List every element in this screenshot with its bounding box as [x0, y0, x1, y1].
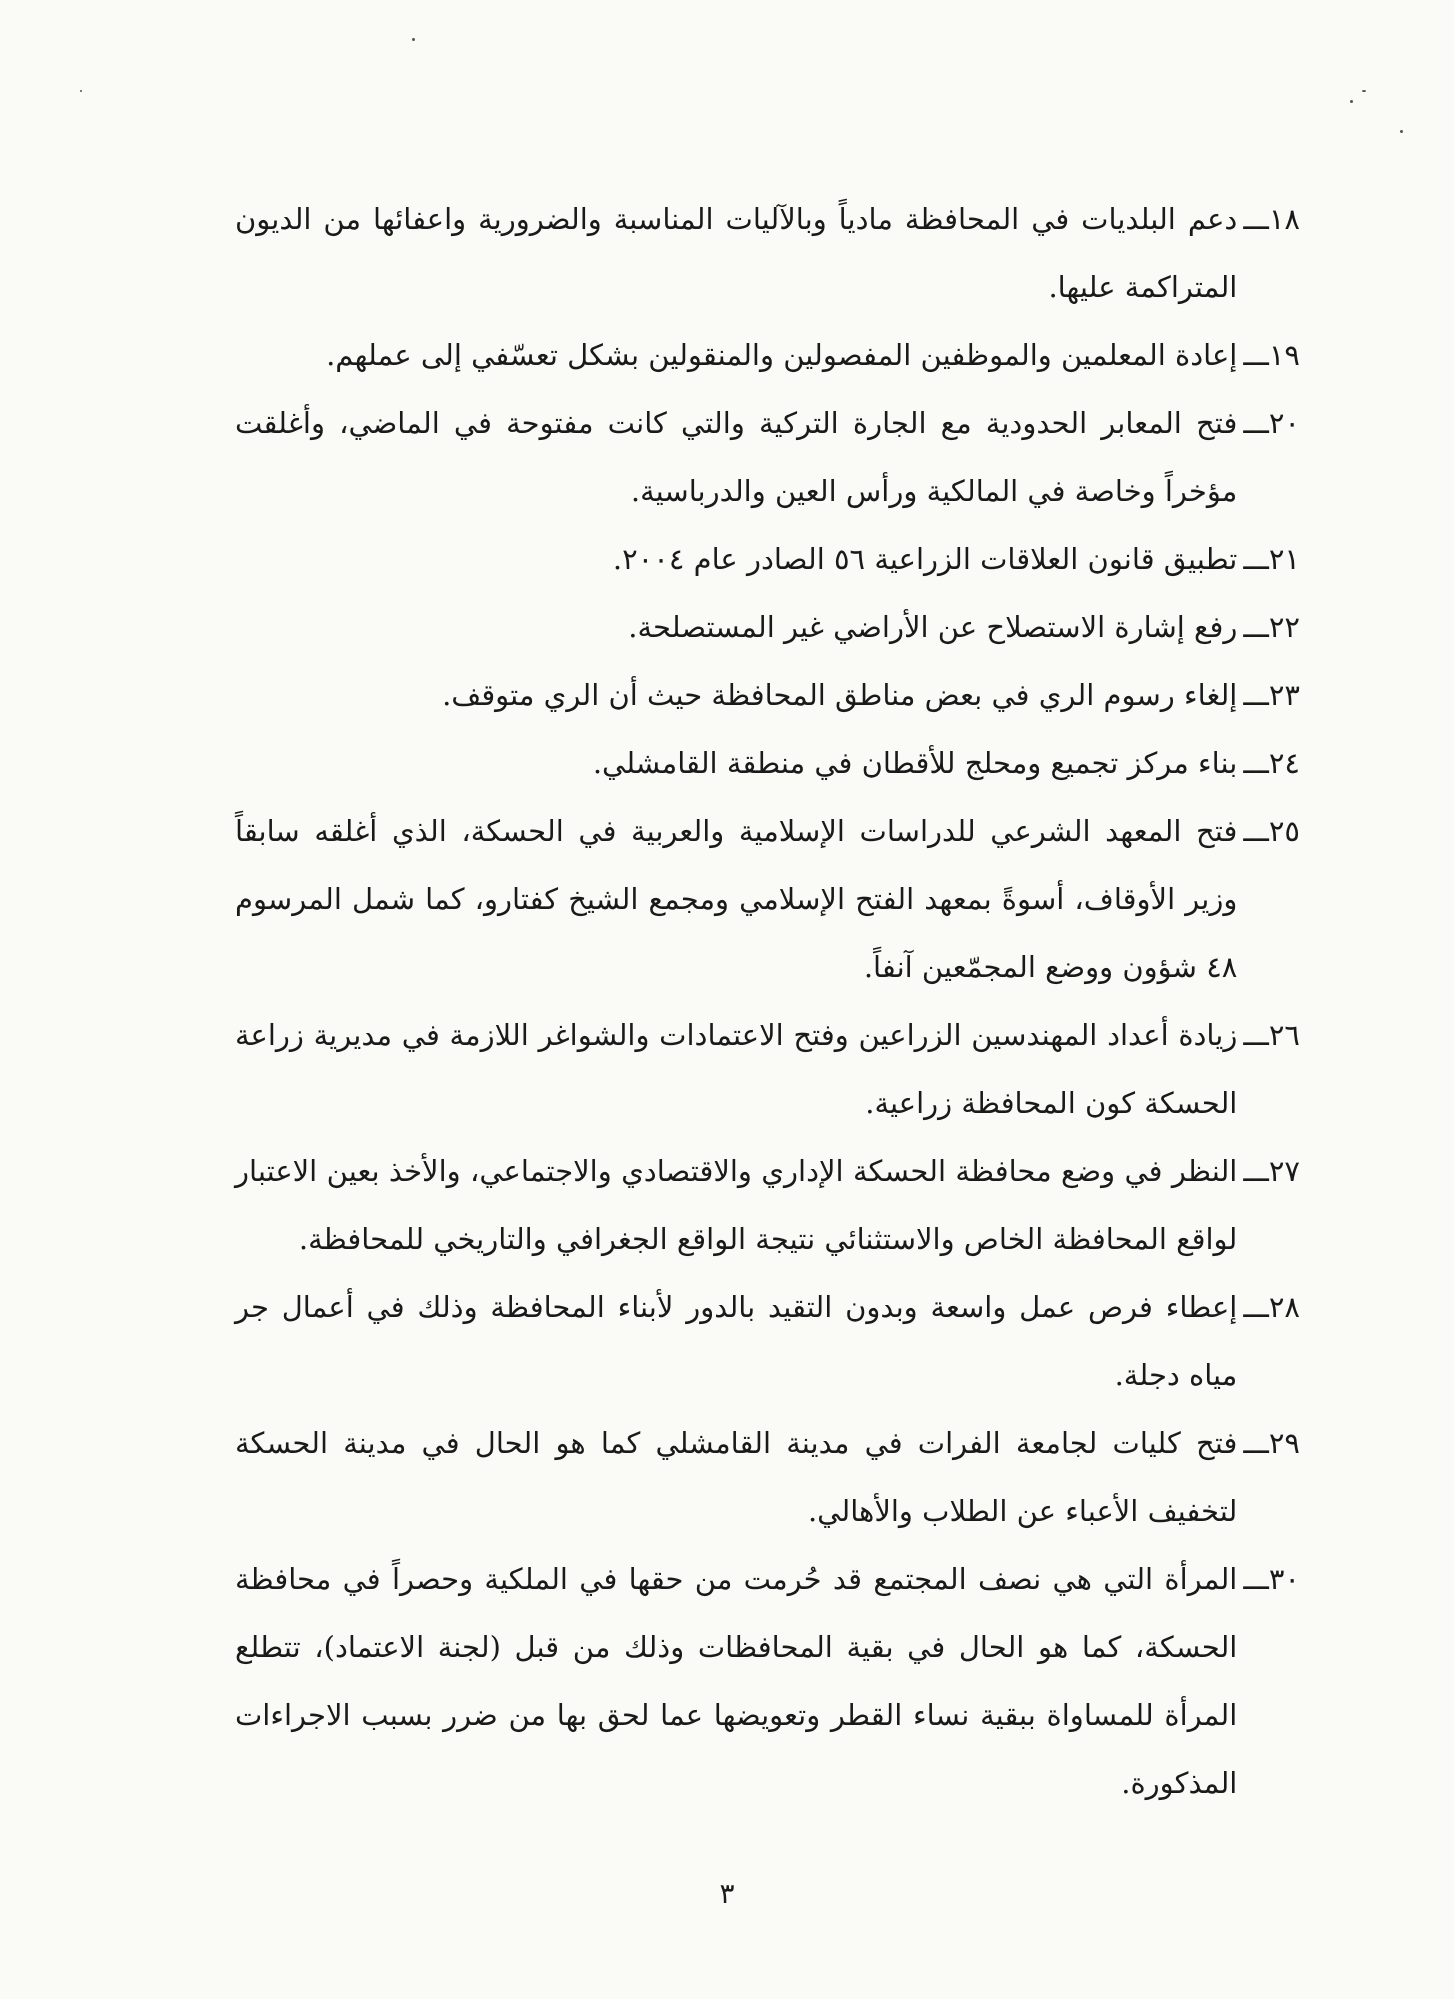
item-number: ٢٧ـــ [1243, 1154, 1300, 1188]
item-text: بناء مركز تجميع ومحلج للأقطان في منطقة القامشلي. [592, 746, 1238, 780]
scan-speck [80, 90, 82, 92]
list-item [235, 525, 1300, 593]
item-text: إعطاء فرص عمل واسعة وبدون التقيد بالدور لأبناء المحافظة وذلك في أعمال جر مياه دجلة. [235, 1290, 1238, 1392]
item-number: ٢٤ـــ [1243, 746, 1300, 780]
list-item [235, 661, 1300, 729]
item-text: إلغاء رسوم الري في بعض مناطق المحافظة حيث أن الري متوقف. [442, 678, 1238, 712]
numbered-list [235, 185, 1300, 1817]
list-item [235, 1137, 1300, 1273]
list-item [235, 593, 1300, 661]
list-item [235, 797, 1300, 1001]
list-item [235, 1409, 1300, 1545]
item-text: زيادة أعداد المهندسين الزراعين وفتح الاعتمادات والشواغر اللازمة في مديرية زراعة الحسكة كون المحافظة زراعية. [235, 1018, 1238, 1120]
item-text: تطبيق قانون العلاقات الزراعية ٥٦ الصادر عام ٢٠٠٤. [612, 542, 1238, 576]
page-number: ٣ [719, 1877, 735, 1910]
item-number: ١٨ـــ [1243, 202, 1300, 236]
scan-speck [412, 38, 415, 41]
item-number: ٢٨ـــ [1243, 1290, 1300, 1324]
item-text: فتح المعهد الشرعي للدراسات الإسلامية والعربية في الحسكة، الذي أغلقه سابقاً وزير الأوقاف، أسوةً بمعهد الفتح الإسلامي ومجمع الشيخ كفتارو، كما شمل المرسوم ٤٨ شؤون ووضع المجمّعين آنفاً. [235, 814, 1238, 984]
scan-speck [1350, 100, 1353, 103]
item-text: النظر في وضع محافظة الحسكة الإداري والاقتصادي والاجتماعي، والأخذ بعين الاعتبار لواقع المحافظة الخاص والاستثنائي نتيجة الواقع الجغرافي والتاريخي للمحافظة. [235, 1154, 1238, 1256]
item-number: ٢٢ـــ [1243, 610, 1300, 644]
list-item [235, 185, 1300, 321]
item-number: ٢٥ـــ [1243, 814, 1300, 848]
item-number: ٢٠ـــ [1243, 406, 1300, 440]
item-text: فتح كليات لجامعة الفرات في مدينة القامشلي كما هو الحال في مدينة الحسكة لتخفيف الأعباء عن الطلاب والأهالي. [235, 1426, 1238, 1528]
list-item [235, 389, 1300, 525]
item-number: ٢٣ـــ [1243, 678, 1300, 712]
item-text: رفع إشارة الاستصلاح عن الأراضي غير المستصلحة. [628, 610, 1238, 644]
item-text: المرأة التي هي نصف المجتمع قد حُرمت من حقها في الملكية وحصراً في محافظة الحسكة، كما هو الحال في بقية المحافظات وذلك من قبل (لجنة الاعتماد)، تتطلع المرأة للمساواة ببقية نساء القطر وتعويضها عما لحق بها من ضرر بسبب الاجراءات المذكورة. [235, 1562, 1238, 1800]
item-number: ٢١ـــ [1243, 542, 1300, 576]
item-number: ٣٠ـــ [1243, 1562, 1300, 1596]
item-number: ٢٦ـــ [1243, 1018, 1300, 1052]
list-item [235, 1273, 1300, 1409]
item-text: دعم البلديات في المحافظة مادياً وبالآليات المناسبة والضرورية واعفائها من الديون المتراكمة عليها. [235, 202, 1238, 304]
list-item [235, 321, 1300, 389]
scan-speck [1362, 90, 1366, 92]
scan-speck [1400, 130, 1403, 133]
item-number: ١٩ـــ [1243, 338, 1300, 372]
list-item [235, 1545, 1300, 1817]
item-number: ٢٩ـــ [1243, 1426, 1300, 1460]
item-text: فتح المعابر الحدودية مع الجارة التركية والتي كانت مفتوحة في الماضي، وأغلقت مؤخراً وخاصة في المالكية ورأس العين والدرباسية. [235, 406, 1238, 508]
list-item [235, 1001, 1300, 1137]
list-item [235, 729, 1300, 797]
item-text: إعادة المعلمين والموظفين المفصولين والمنقولين بشكل تعسّفي إلى عملهم. [326, 338, 1238, 372]
